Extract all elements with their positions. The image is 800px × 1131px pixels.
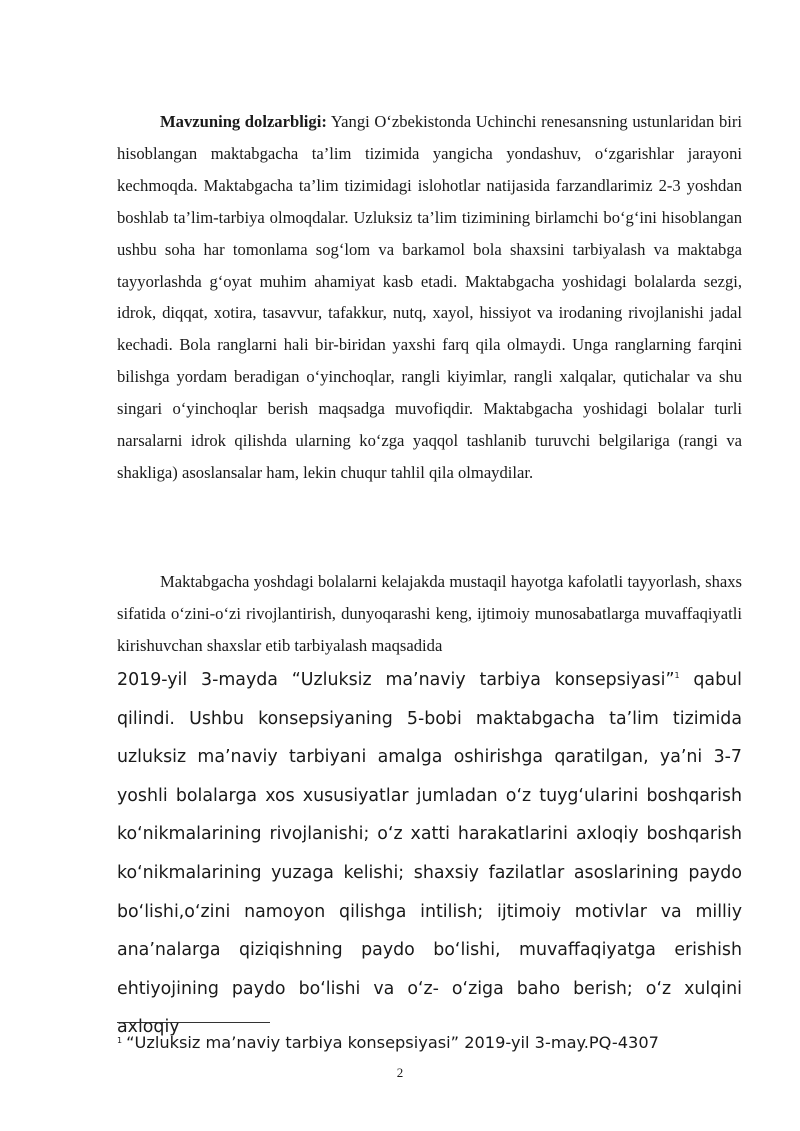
paragraph-text: Yangi O‘zbekistonda Uchinchi renesansning ustunlaridan biri hisoblangan maktabgacha ta’lim tizimida yangicha yondashuv, o‘zgarishlar jarayoni kechmoqda. Maktabgacha ta’lim tizimidagi islohotlar natijasida farzandlarimiz 2-3 yoshdan boshlab ta’lim-tarbiya olmoqdalar. Uzluksiz ta’lim tizimining birlamchi bo‘g‘ini hisoblangan ushbu soha har tomonlama sog‘lom va barkamol bola shaxsini tarbiyalash va maktabga tayyorlashda g‘oyat muhim ahamiyat kasb etadi. Maktabgacha yoshidagi bolalarda sezgi, idrok, diqqat, xotira, tasavvur, tafakkur, nutq, xayol, hissiyot va irodaning rivojlanishi jadal kechadi. Bola ranglarni hali bir-biridan yaxshi farq qila olmaydi. Unga ranglarning farqini bilishga yordam beradigan o‘yinchoqlar, rangli kiyimlar, rangli xalqalar, qutichalar va shu singari o‘yinchoqlar berish maqsadga muvofiqdir. Maktabgacha yoshidagi bolalar turli narsalarni idrok qilishda ularning ko‘zga yaqqol tashlanib turuvchi belgilariga (rangi va shakliga) asoslansalar ham, lekin chuqur tahlil qila olmaydilar. xyxy=(117,112,742,482)
footnote-reference[interactable]: 1 xyxy=(674,671,680,681)
footnote xyxy=(117,1028,757,1056)
footnote-text: “Uzluksiz ma’naviy tarbiya konsepsiyasi” 2019-yil 3-may.PQ-4307 xyxy=(126,1033,659,1052)
paragraph-text: qabul qilindi. Ushbu konsepsiyaning 5-bobi maktabgacha ta’lim tizimida uzluksiz ma’naviy tarbiyani amalga oshirishga qaratilgan, ya’ni 3-7 yoshli bolalarga xos xususiyatlar jumladan o‘z tuyg‘ularini boshqarish ko‘nikmalarining rivojlanishi; o‘z xatti harakatlarini axloqiy boshqarish ko‘nikmalarining yuzaga kelishi; shaxsiy fazilatlar asoslarining paydo bo‘lishi,o‘zini namoyon qilishga intilish; ijtimoiy motivlar va milliy ana’nalarga qiziqishning paydo bo‘lishi, muvaffaqiyatga erishish ehtiyojining paydo bo‘lishi va o‘z- o‘ziga baho berish; o‘z xulqini axloqiy xyxy=(117,670,742,1038)
paragraph-concept xyxy=(117,661,742,1047)
section-heading: Mavzuning dolzarbligi: xyxy=(160,112,327,131)
footnote-separator xyxy=(117,1022,270,1023)
paragraph-preschool-preparation: Maktabgacha yoshdagi bolalarni kelajakda mustaqil hayotga kafolatli tayyorlash, shaxs sifatida o‘zini-o‘zi rivojlantirish, dunyoqarashi keng, ijtimoiy munosabatlarga muvaffaqiyatli kirishuvchan shaxslar etib tarbiyalash maqsadida xyxy=(117,572,742,655)
page-number: 2 xyxy=(396,1065,404,1080)
footnote-mark: 1 xyxy=(117,1036,123,1045)
paragraph-relevance xyxy=(117,106,742,489)
paragraph-text: 2019-yil 3-mayda “Uzluksiz ma’naviy tarbiya konsepsiyasi” xyxy=(117,670,675,690)
